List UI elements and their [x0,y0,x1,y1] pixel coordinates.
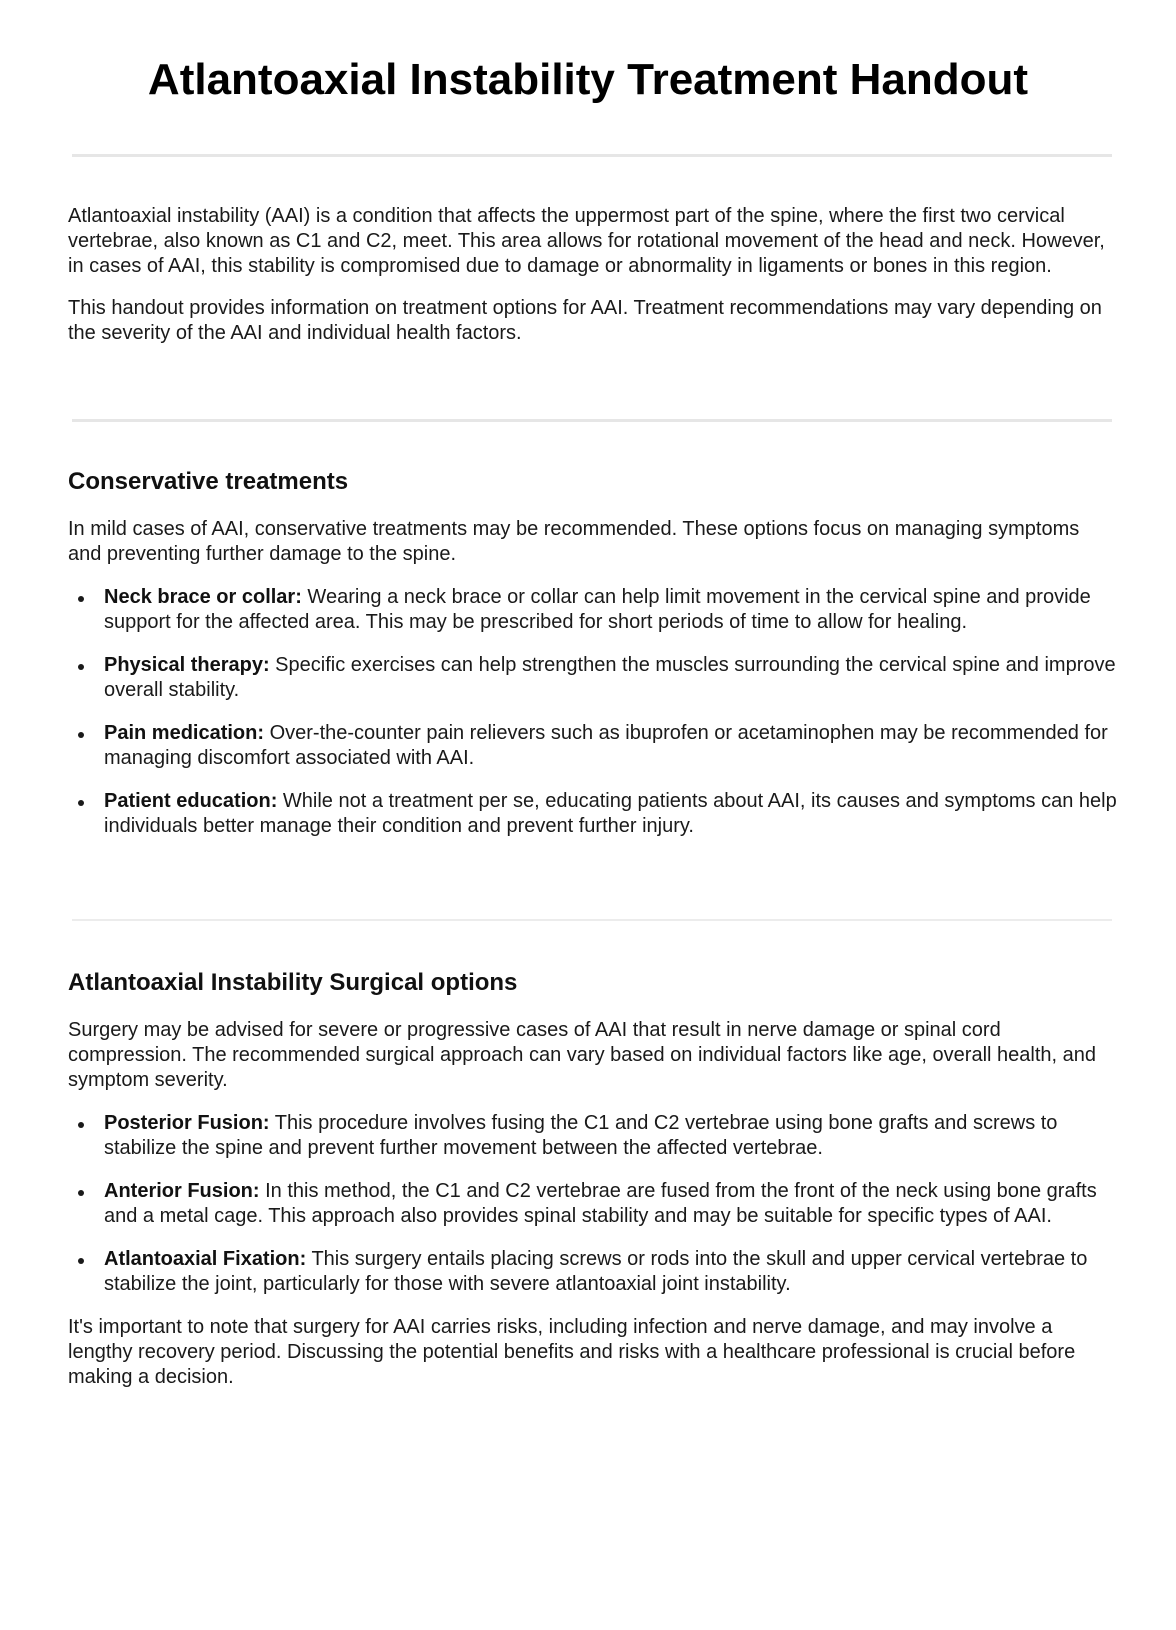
divider [72,419,1112,422]
bullet-icon [78,1190,84,1196]
section-heading: Conservative treatments [68,468,349,495]
list-item [104,1247,1118,1297]
list-item [104,789,1118,839]
item-text: While not a treatment per se, educating patients about AAI, its causes and symptoms can help individuals better manage their condition and prevent further injury. [104,790,1117,837]
list-item [104,585,1118,635]
bullet-icon [78,596,84,602]
closing-paragraph: It's important to note that surgery for AAI carries risks, including infection and nerve damage, and may involve a lengthy recovery period. Discussing the potential benefits and risks with a healthcare professional is crucial before making a decision. [68,1316,1076,1388]
item-label: Atlantoaxial Fixation: [104,1248,307,1270]
item-text: Specific exercises can help strengthen the muscles surrounding the cervical spine and improve overall stability. [104,654,1116,701]
surgical-list [68,1111,1118,1297]
intro-section [68,204,1118,346]
item-text: Over-the-counter pain relievers such as ibuprofen or acetaminophen may be recommended for managing discomfort associated with AAI. [104,722,1108,769]
item-label: Neck brace or collar: [104,586,302,608]
divider [72,919,1112,921]
divider [72,154,1112,157]
bullet-icon [78,664,84,670]
item-text: This surgery entails placing screws or rods into the skull and upper cervical vertebrae to stabilize the joint, particularly for those with severe atlantoaxial joint instability. [104,1248,1088,1295]
section-intro: Surgery may be advised for severe or progressive cases of AAI that result in nerve damage or spinal cord compression. The recommended surgical approach can vary based on individual factors like age, overall health, and symptom severity. [68,1019,1096,1091]
section-intro: In mild cases of AAI, conservative treatments may be recommended. These options focus on managing symptoms and preventing further damage to the spine. [68,518,1080,565]
item-label: Pain medication: [104,722,265,744]
item-label: Physical therapy: [104,654,270,676]
surgical-section [68,968,1118,1390]
list-item [104,721,1118,771]
conservative-list [68,585,1118,839]
bullet-icon [78,732,84,738]
list-item [104,653,1118,703]
bullet-icon [78,1122,84,1128]
bullet-icon [78,1258,84,1264]
conservative-section [68,467,1118,839]
list-item [104,1111,1118,1161]
page-title: Atlantoaxial Instability Treatment Handout [147,55,1029,104]
intro-paragraph: Atlantoaxial instability (AAI) is a condition that affects the uppermost part of the spine, where the first two cervical vertebrae, also known as C1 and C2, meet. This area allows for rotational movement of the head and neck. However, in cases of AAI, this stability is compromised due to damage or abnormality in ligaments or bones in this region. [68,205,1105,277]
item-label: Posterior Fusion: [104,1112,270,1134]
intro-paragraph: This handout provides information on treatment options for AAI. Treatment recommendations may vary depending on the severity of the AAI and individual health factors. [68,297,1102,344]
item-label: Anterior Fusion: [104,1180,260,1202]
item-text: Wearing a neck brace or collar can help limit movement in the cervical spine and provide support for the affected area. This may be prescribed for short periods of time to allow for healing. [104,586,1091,633]
list-item [104,1179,1118,1229]
item-text: This procedure involves fusing the C1 and C2 vertebrae using bone grafts and screws to stabilize the spine and prevent further movement between the affected vertebrae. [104,1112,1058,1159]
item-text: In this method, the C1 and C2 vertebrae are fused from the front of the neck using bone grafts and a metal cage. This approach also provides spinal stability and may be suitable for specific types of AAI. [104,1180,1097,1227]
section-heading: Atlantoaxial Instability Surgical options [68,969,518,996]
item-label: Patient education: [104,790,278,812]
bullet-icon [78,800,84,806]
